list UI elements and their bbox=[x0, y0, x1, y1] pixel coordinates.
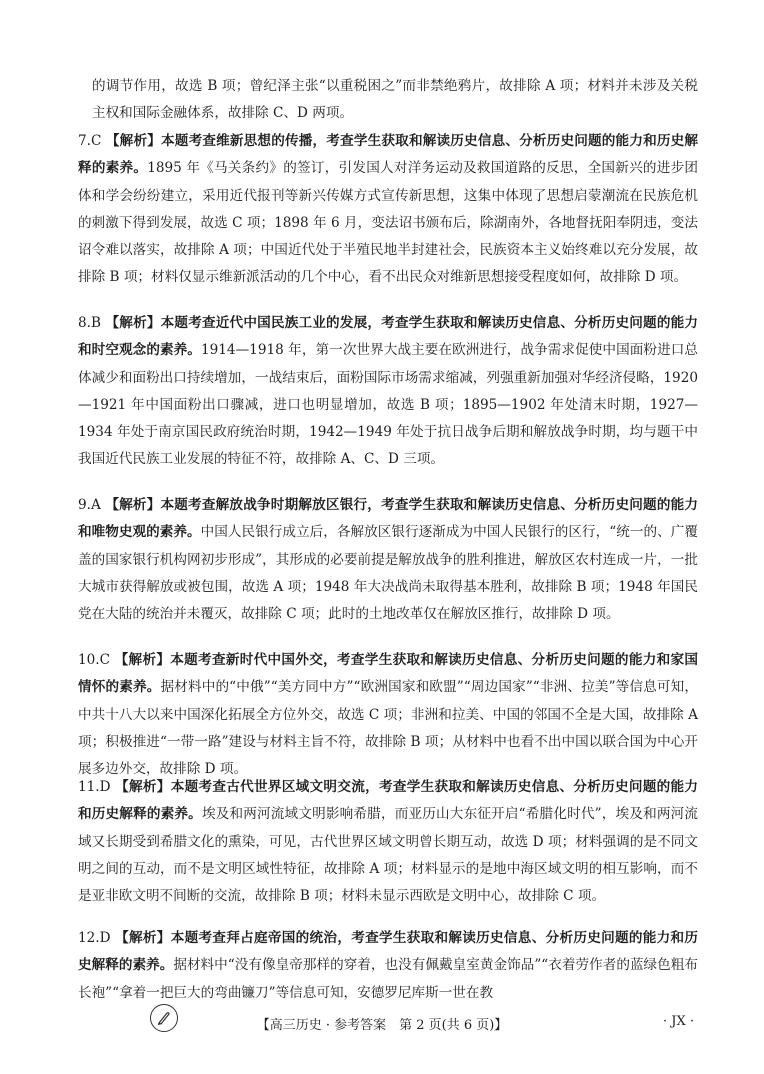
question-7 bbox=[78, 128, 698, 292]
question-number: 8. bbox=[78, 315, 91, 331]
answer-letter: D bbox=[99, 930, 111, 946]
question-10 bbox=[78, 647, 698, 783]
question-number: 11. bbox=[78, 779, 100, 795]
question-number: 10. bbox=[78, 652, 100, 668]
analysis-tag: 【解析】 bbox=[105, 497, 161, 513]
question-lead: 本题考查近代中国民族工业的发展，考查学生获取和解读历史信息、分析历史问题的能力和时空观念的素养。 bbox=[78, 315, 699, 359]
question-lead: 本题考查维新思想的传播，考查学生获取和解读历史信息、分析历史问题的能力和历史解释的素养。 bbox=[78, 133, 699, 177]
question-11 bbox=[78, 774, 698, 910]
answer-letter: D bbox=[99, 779, 111, 795]
question-body: 1895 年《马关条约》的签订，引发国人对洋务运动及救国道路的反思，全国新兴的进步团体和学会纷纷建立，采用近代报刊等新兴传媒方式宣传新思想，这集中体现了思想启蒙潮流在民族危机的刺激下得到发展，故选 C 项；1898 年 6 月，变法诏书颁布后，除湖南外，各地督抚阳奉阴违，变法诏令难以落实，故排除 A 项；中国近代处于半殖民地半封建社会，民族资本主义始终难以充分发展，故排除 B 项；材料仅显示维新派活动的几个中心，看不出民众对维新思想接受程度如何，故排除 D 项。 bbox=[78, 160, 699, 286]
question-lead: 本题考查解放战争时期解放区银行，考查学生获取和解读历史信息、分析历史问题的能力和唯物史观的素养。 bbox=[78, 497, 698, 541]
question-body: 中国人民银行成立后，各解放区银行逐渐成为中国人民银行的区行，“统一的、广覆盖的国家银行机构网初步形成”，其形成的必要前提是解放战争的胜利推进，解放区农村连成一片，一批大城市获得解放或被包围，故选 A 项；1948 年大决战尚未取得基本胜利，故排除 B 项；1948 年国民党在大陆的统治并未覆灭，故排除 C 项；此时的土地改革仅在解放区推行，故排除 D 项。 bbox=[78, 524, 698, 623]
answer-letter: C bbox=[90, 133, 102, 149]
question-body: 据材料中的“中俄”“美方同中方”“欧洲国家和欧盟”“周边国家”“非洲、拉美”等信息可知，中共十八大以来中国深化拓展全方位外交，故选 C 项；非洲和拉美、中国的邻国不全是大国，故排除 A 项；积极推进“一带一路”建设与材料主旨不符，故排除 B 项；从材料中也看不出中国以联合国为中心开展多边外交，故排除 D 项。 bbox=[78, 679, 698, 778]
question-body: 埃及和两河流域文明影响希腊，而亚历山大东征开启“希腊化时代”，埃及和两河流域又长期受到希腊文化的熏染，可见，古代世界区域文明曾长期互动，故选 D 项；材料强调的是不同文明之间的互动，而不是文明区域性特征，故排除 A 项；材料显示的是地中海区域文明的相互影响，而不是亚非欧文明不间断的交流，故排除 B 项；材料未显示西欧是文明中心，故排除 C 项。 bbox=[78, 806, 698, 905]
footer-code: · JX · bbox=[663, 1014, 694, 1029]
question-lead: 本题考查拜占庭帝国的统治，考查学生获取和解读历史信息、分析历史问题的能力和历史解释的素养。 bbox=[78, 930, 699, 974]
footer-page-label: 【高三历史 · 参考答案 第 2 页(共 6 页)】 bbox=[256, 1018, 508, 1033]
analysis-tag: 【解析】 bbox=[115, 779, 171, 795]
question-lead: 本题考查古代世界区域文明交流，考查学生获取和解读历史信息、分析历史问题的能力和历史解释的素养。 bbox=[78, 779, 699, 823]
analysis-tag: 【解析】 bbox=[105, 133, 162, 149]
page-footer bbox=[0, 1004, 764, 1040]
question-12 bbox=[78, 925, 698, 1007]
question-body: 1914—1918 年，第一次世界大战主要在欧洲进行，战争需求促使中国面粉进口总体减少和面粉出口持续增加，一战结束后，面粉国际市场需求缩减，列强重新加强对华经济侵略，1920—1921 年中国面粉出口骤减，进口也明显增加，故选 B 项；1895—1902 年处清末时期，1927—1934 年处于南京国民政府统治时期，1942—1949 年处于抗日战争后期和解放战争时期，均与题干中我国近代民族工业发展的特征不符，故排除 A、C、D 三项。 bbox=[78, 342, 699, 468]
question-lead: 本题考查新时代中国外交，考查学生获取和解读历史信息、分析历史问题的能力和家国情怀的素养。 bbox=[78, 652, 699, 696]
question-number: 9. bbox=[78, 497, 91, 513]
question-9 bbox=[78, 492, 698, 628]
analysis-tag: 【解析】 bbox=[105, 315, 161, 331]
analysis-tag: 【解析】 bbox=[114, 652, 171, 668]
answer-letter: C bbox=[99, 652, 111, 668]
question-number: 12. bbox=[78, 930, 100, 946]
intro-paragraph: 的调节作用，故选 B 项；曾纪泽主张“以重税困之”而非禁绝鸦片，故排除 A 项；材料并未涉及关税主权和国际金融体系，故排除 C、D 两项。 bbox=[92, 78, 698, 122]
question-8 bbox=[78, 310, 698, 474]
question-number: 7. bbox=[78, 133, 91, 149]
answer-letter: B bbox=[90, 315, 101, 331]
answer-letter: A bbox=[90, 497, 101, 513]
question-body: 据材料中“没有像皇帝那样的穿着，也没有佩戴皇室黄金饰品”“衣着劳作者的蓝绿色粗布长袍”“拿着一把巨大的弯曲镰刀”等信息可知，安德罗尼库斯一世在教 bbox=[78, 957, 699, 1001]
analysis-tag: 【解析】 bbox=[115, 930, 171, 946]
